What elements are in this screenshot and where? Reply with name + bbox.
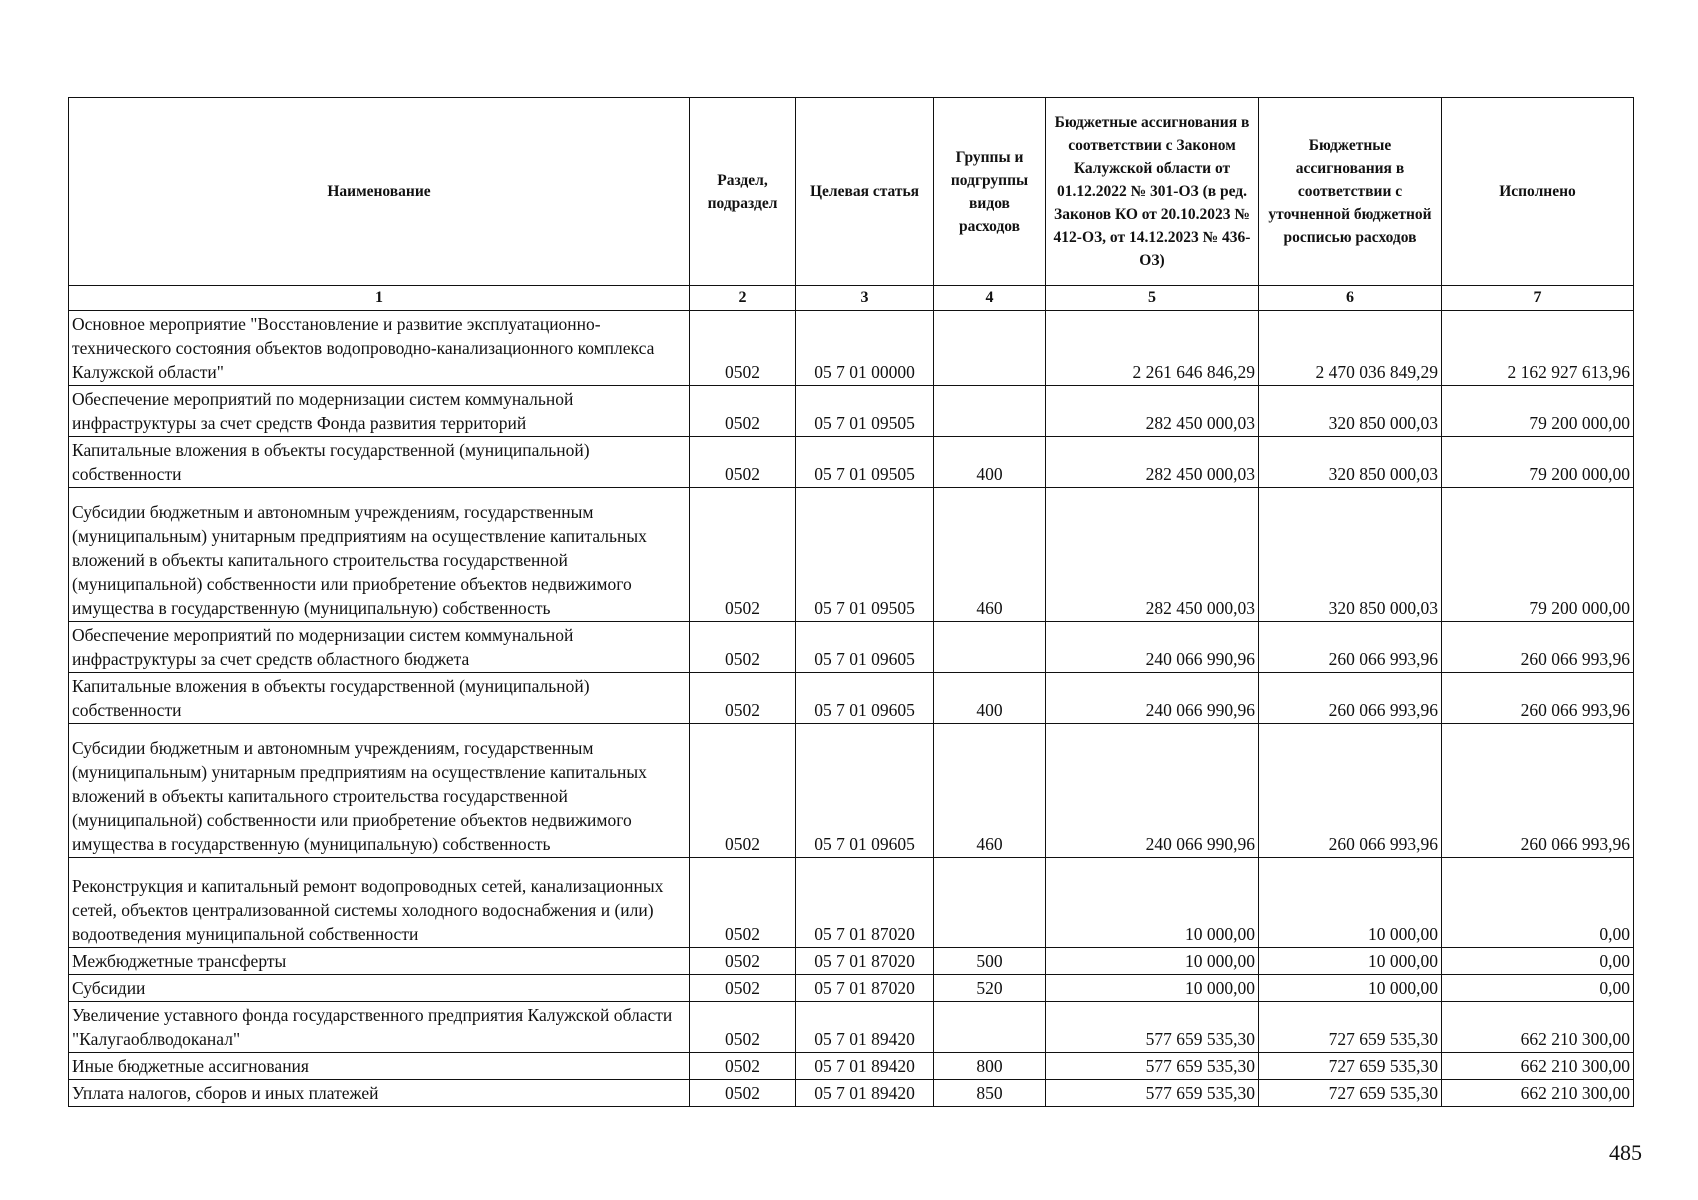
row-section: 0502 — [690, 311, 796, 386]
row-name: Субсидии бюджетным и автономным учреждениям, государственным (муниципальным) унитарным предприятиям на осуществление капитальных вложений в объекты капитального строительства государственной (муниципальной) собственности или приобретение объектов недвижимого имущества в государственную (муниципальную) собственность — [69, 724, 690, 858]
row-law-allocation: 282 450 000,03 — [1046, 386, 1259, 437]
row-name: Уплата налогов, сборов и иных платежей — [69, 1080, 690, 1107]
row-name: Иные бюджетные ассигнования — [69, 1053, 690, 1080]
table-row — [69, 437, 1634, 488]
table-row — [69, 1002, 1634, 1053]
row-plan-allocation: 10 000,00 — [1259, 858, 1442, 948]
row-article: 05 7 01 09505 — [796, 437, 934, 488]
column-number: 3 — [796, 286, 934, 311]
row-executed: 662 210 300,00 — [1442, 1053, 1634, 1080]
column-number: 4 — [934, 286, 1046, 311]
table-row — [69, 975, 1634, 1002]
row-law-allocation: 2 261 646 846,29 — [1046, 311, 1259, 386]
row-article: 05 7 01 89420 — [796, 1080, 934, 1107]
row-article: 05 7 01 87020 — [796, 948, 934, 975]
header-executed: Исполнено — [1442, 98, 1634, 286]
row-executed: 79 200 000,00 — [1442, 386, 1634, 437]
row-plan-allocation: 727 659 535,30 — [1259, 1053, 1442, 1080]
table-row — [69, 311, 1634, 386]
row-plan-allocation: 320 850 000,03 — [1259, 488, 1442, 622]
row-article: 05 7 01 89420 — [796, 1002, 934, 1053]
row-section: 0502 — [690, 437, 796, 488]
row-section: 0502 — [690, 1080, 796, 1107]
column-number-row — [69, 286, 1634, 311]
row-plan-allocation: 320 850 000,03 — [1259, 437, 1442, 488]
row-executed: 260 066 993,96 — [1442, 622, 1634, 673]
row-group: 460 — [934, 488, 1046, 622]
row-law-allocation: 240 066 990,96 — [1046, 724, 1259, 858]
row-law-allocation: 282 450 000,03 — [1046, 437, 1259, 488]
row-executed: 79 200 000,00 — [1442, 488, 1634, 622]
row-article: 05 7 01 87020 — [796, 975, 934, 1002]
row-law-allocation: 282 450 000,03 — [1046, 488, 1259, 622]
row-article: 05 7 01 00000 — [796, 311, 934, 386]
row-group: 460 — [934, 724, 1046, 858]
row-plan-allocation: 2 470 036 849,29 — [1259, 311, 1442, 386]
row-group: 850 — [934, 1080, 1046, 1107]
header-law-allocation: Бюджетные ассигнования в соответствии с Законом Калужской области от 01.12.2022 № 301-ОЗ (в ред. Законов КО от 20.10.2023 № 412-ОЗ, от 14.12.2023 № 436-ОЗ) — [1046, 98, 1259, 286]
row-law-allocation: 577 659 535,30 — [1046, 1002, 1259, 1053]
row-name: Капитальные вложения в объекты государственной (муниципальной) собственности — [69, 673, 690, 724]
row-law-allocation: 577 659 535,30 — [1046, 1080, 1259, 1107]
row-plan-allocation: 320 850 000,03 — [1259, 386, 1442, 437]
row-section: 0502 — [690, 673, 796, 724]
row-plan-allocation: 727 659 535,30 — [1259, 1002, 1442, 1053]
table-row — [69, 724, 1634, 858]
row-group — [934, 622, 1046, 673]
row-law-allocation: 240 066 990,96 — [1046, 673, 1259, 724]
row-plan-allocation: 727 659 535,30 — [1259, 1080, 1442, 1107]
row-law-allocation: 577 659 535,30 — [1046, 1053, 1259, 1080]
row-section: 0502 — [690, 386, 796, 437]
row-law-allocation: 240 066 990,96 — [1046, 622, 1259, 673]
row-group — [934, 386, 1046, 437]
row-article: 05 7 01 09605 — [796, 724, 934, 858]
row-law-allocation: 10 000,00 — [1046, 858, 1259, 948]
table-row — [69, 673, 1634, 724]
row-section: 0502 — [690, 975, 796, 1002]
row-name: Основное мероприятие "Восстановление и развитие эксплуатационно-технического состояния объектов водопроводно-канализационного комплекса Калужской области" — [69, 311, 690, 386]
row-executed: 79 200 000,00 — [1442, 437, 1634, 488]
row-plan-allocation: 10 000,00 — [1259, 975, 1442, 1002]
row-executed: 260 066 993,96 — [1442, 673, 1634, 724]
row-section: 0502 — [690, 724, 796, 858]
row-article: 05 7 01 87020 — [796, 858, 934, 948]
row-name: Увеличение уставного фонда государственного предприятия Калужской области "Калугаоблводоканал" — [69, 1002, 690, 1053]
row-executed: 662 210 300,00 — [1442, 1002, 1634, 1053]
table-body — [69, 311, 1634, 1107]
row-executed: 2 162 927 613,96 — [1442, 311, 1634, 386]
row-group: 520 — [934, 975, 1046, 1002]
row-plan-allocation: 260 066 993,96 — [1259, 622, 1442, 673]
row-plan-allocation: 10 000,00 — [1259, 948, 1442, 975]
row-plan-allocation: 260 066 993,96 — [1259, 724, 1442, 858]
row-executed: 0,00 — [1442, 975, 1634, 1002]
row-group — [934, 311, 1046, 386]
header-plan-allocation: Бюджетные ассигнования в соответствии с уточненной бюджетной росписью расходов — [1259, 98, 1442, 286]
row-name: Межбюджетные трансферты — [69, 948, 690, 975]
row-group — [934, 858, 1046, 948]
row-section: 0502 — [690, 488, 796, 622]
header-section: Раздел, подраздел — [690, 98, 796, 286]
table-row — [69, 622, 1634, 673]
row-article: 05 7 01 09505 — [796, 386, 934, 437]
row-article: 05 7 01 89420 — [796, 1053, 934, 1080]
row-name: Субсидии — [69, 975, 690, 1002]
row-article: 05 7 01 09605 — [796, 622, 934, 673]
row-name: Реконструкция и капитальный ремонт водопроводных сетей, канализационных сетей, объектов централизованной системы холодного водоснабжения и (или) водоотведения муниципальной собственности — [69, 858, 690, 948]
page-number: 485 — [1609, 1140, 1642, 1165]
row-section: 0502 — [690, 1002, 796, 1053]
table-row — [69, 1080, 1634, 1107]
row-law-allocation: 10 000,00 — [1046, 948, 1259, 975]
row-name: Субсидии бюджетным и автономным учреждениям, государственным (муниципальным) унитарным предприятиям на осуществление капитальных вложений в объекты капитального строительства государственной (муниципальной) собственности или приобретение объектов недвижимого имущества в государственную (муниципальную) собственность — [69, 488, 690, 622]
column-number: 6 — [1259, 286, 1442, 311]
table-row — [69, 488, 1634, 622]
row-section: 0502 — [690, 948, 796, 975]
row-law-allocation: 10 000,00 — [1046, 975, 1259, 1002]
row-executed: 662 210 300,00 — [1442, 1080, 1634, 1107]
row-executed: 260 066 993,96 — [1442, 724, 1634, 858]
row-section: 0502 — [690, 1053, 796, 1080]
header-row — [69, 98, 1634, 286]
column-number: 7 — [1442, 286, 1634, 311]
header-name: Наименование — [69, 98, 690, 286]
budget-table — [68, 97, 1634, 1107]
row-name: Обеспечение мероприятий по модернизации систем коммунальной инфраструктуры за счет средств областного бюджета — [69, 622, 690, 673]
row-article: 05 7 01 09505 — [796, 488, 934, 622]
row-group: 800 — [934, 1053, 1046, 1080]
row-group: 400 — [934, 437, 1046, 488]
row-name: Капитальные вложения в объекты государственной (муниципальной) собственности — [69, 437, 690, 488]
row-group: 400 — [934, 673, 1046, 724]
column-number: 1 — [69, 286, 690, 311]
row-group — [934, 1002, 1046, 1053]
table-row — [69, 948, 1634, 975]
header-article: Целевая статья — [796, 98, 934, 286]
row-section: 0502 — [690, 858, 796, 948]
table-row — [69, 1053, 1634, 1080]
row-plan-allocation: 260 066 993,96 — [1259, 673, 1442, 724]
header-group: Группы и подгруппы видов расходов — [934, 98, 1046, 286]
table-row — [69, 858, 1634, 948]
row-name: Обеспечение мероприятий по модернизации систем коммунальной инфраструктуры за счет средств Фонда развития территорий — [69, 386, 690, 437]
row-executed: 0,00 — [1442, 858, 1634, 948]
table-row — [69, 386, 1634, 437]
column-number: 5 — [1046, 286, 1259, 311]
row-section: 0502 — [690, 622, 796, 673]
column-number: 2 — [690, 286, 796, 311]
row-article: 05 7 01 09605 — [796, 673, 934, 724]
row-group: 500 — [934, 948, 1046, 975]
row-executed: 0,00 — [1442, 948, 1634, 975]
